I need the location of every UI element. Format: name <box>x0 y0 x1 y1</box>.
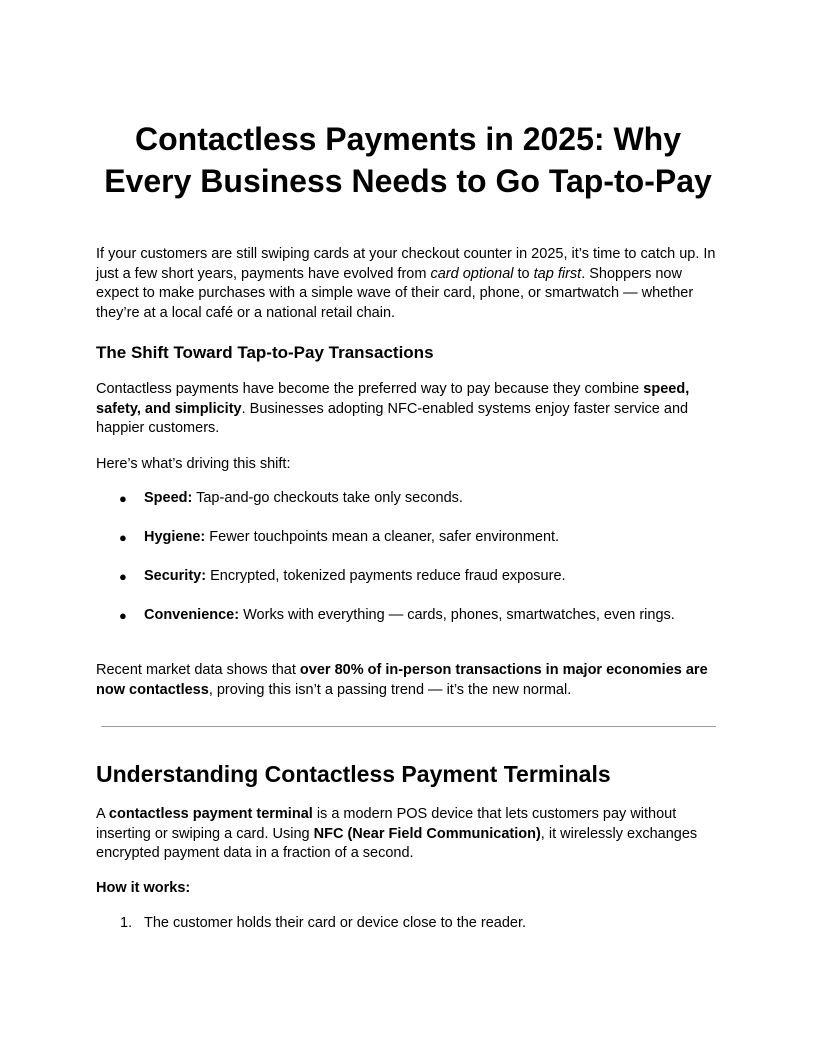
drivers-intro: Here’s what’s driving this shift: <box>96 456 291 472</box>
stat-paragraph <box>96 661 720 700</box>
list-item <box>96 489 720 528</box>
stat-bold: over 80% of in-person transactions in major economies are now contactless <box>96 662 708 698</box>
intro-text-2: to <box>513 265 534 282</box>
bullet-icon: ● <box>119 608 127 623</box>
bullet-icon: ● <box>119 530 127 545</box>
terminals-paragraph <box>96 805 720 864</box>
list-item-label: Speed: <box>144 490 193 506</box>
stat-text-1: Recent market data shows that <box>96 662 300 678</box>
intro-paragraph <box>96 245 720 323</box>
horizontal-divider <box>101 726 716 727</box>
list-item <box>96 567 720 606</box>
how-it-works-heading: How it works: <box>96 880 191 896</box>
terminals-bold-1: contactless payment terminal <box>108 806 313 822</box>
list-item-text: Works with everything — cards, phones, smartwatches, even rings. <box>239 607 675 623</box>
title-line-2: Every Business Needs to Go Tap-to-Pay <box>104 163 712 199</box>
intro-emphasis-card-optional: card optional <box>430 265 514 282</box>
step-number: 1. <box>120 915 133 931</box>
steps-list <box>96 914 720 934</box>
list-item-text: Encrypted, tokenized payments reduce fraud exposure. <box>206 568 566 584</box>
shift-paragraph <box>96 380 720 439</box>
terminals-bold-2: NFC (Near Field Communication) <box>313 825 541 842</box>
section-heading-terminals: Understanding Contactless Payment Terminals <box>96 761 611 787</box>
list-item <box>96 528 720 567</box>
document-title <box>96 118 720 202</box>
title-line-1: Contactless Payments in 2025: Why <box>135 121 681 157</box>
list-item-label: Hygiene: <box>144 529 206 545</box>
stat-text-2: , proving this isn’t a passing trend — it’s the new normal. <box>208 681 572 698</box>
terminals-text-1: A <box>96 806 109 822</box>
shift-text-2: . Businesses adopting NFC-enabled systems enjoy faster service and happier customers. <box>96 400 689 436</box>
bullet-icon: ● <box>119 491 127 506</box>
terminals-text-2: is a modern POS device that lets customers pay without inserting or swiping a card. Using <box>96 806 677 842</box>
intro-text-1: If your customers are still swiping cards at your checkout counter in 2025, it’s time to catch up. In just a few short years, payments have evolved from <box>96 246 716 282</box>
terminals-text-3: , it wirelessly exchanges encrypted payment data in a fraction of a second. <box>96 825 698 861</box>
list-item-text: Tap-and-go checkouts take only seconds. <box>192 490 463 506</box>
intro-emphasis-tap-first: tap first <box>533 265 582 282</box>
section-heading-shift: The Shift Toward Tap-to-Pay Transactions <box>96 343 434 362</box>
shift-text-1: Contactless payments have become the preferred way to pay because they combine <box>96 381 644 397</box>
list-item-text: Fewer touchpoints mean a cleaner, safer environment. <box>205 529 560 545</box>
step-text: The customer holds their card or device close to the reader. <box>144 915 527 931</box>
shift-bold: speed, safety, and simplicity <box>96 381 690 417</box>
intro-text-3: . Shoppers now expect to make purchases with a simple wave of their card, phone, or smartwatch — whether they’re at a local café or a national retail chain. <box>96 265 694 321</box>
list-item <box>96 606 720 645</box>
drivers-list <box>96 489 720 645</box>
list-item-label: Convenience: <box>144 607 240 623</box>
list-item <box>96 914 720 934</box>
bullet-icon: ● <box>119 569 127 584</box>
list-item-label: Security: <box>144 568 207 584</box>
